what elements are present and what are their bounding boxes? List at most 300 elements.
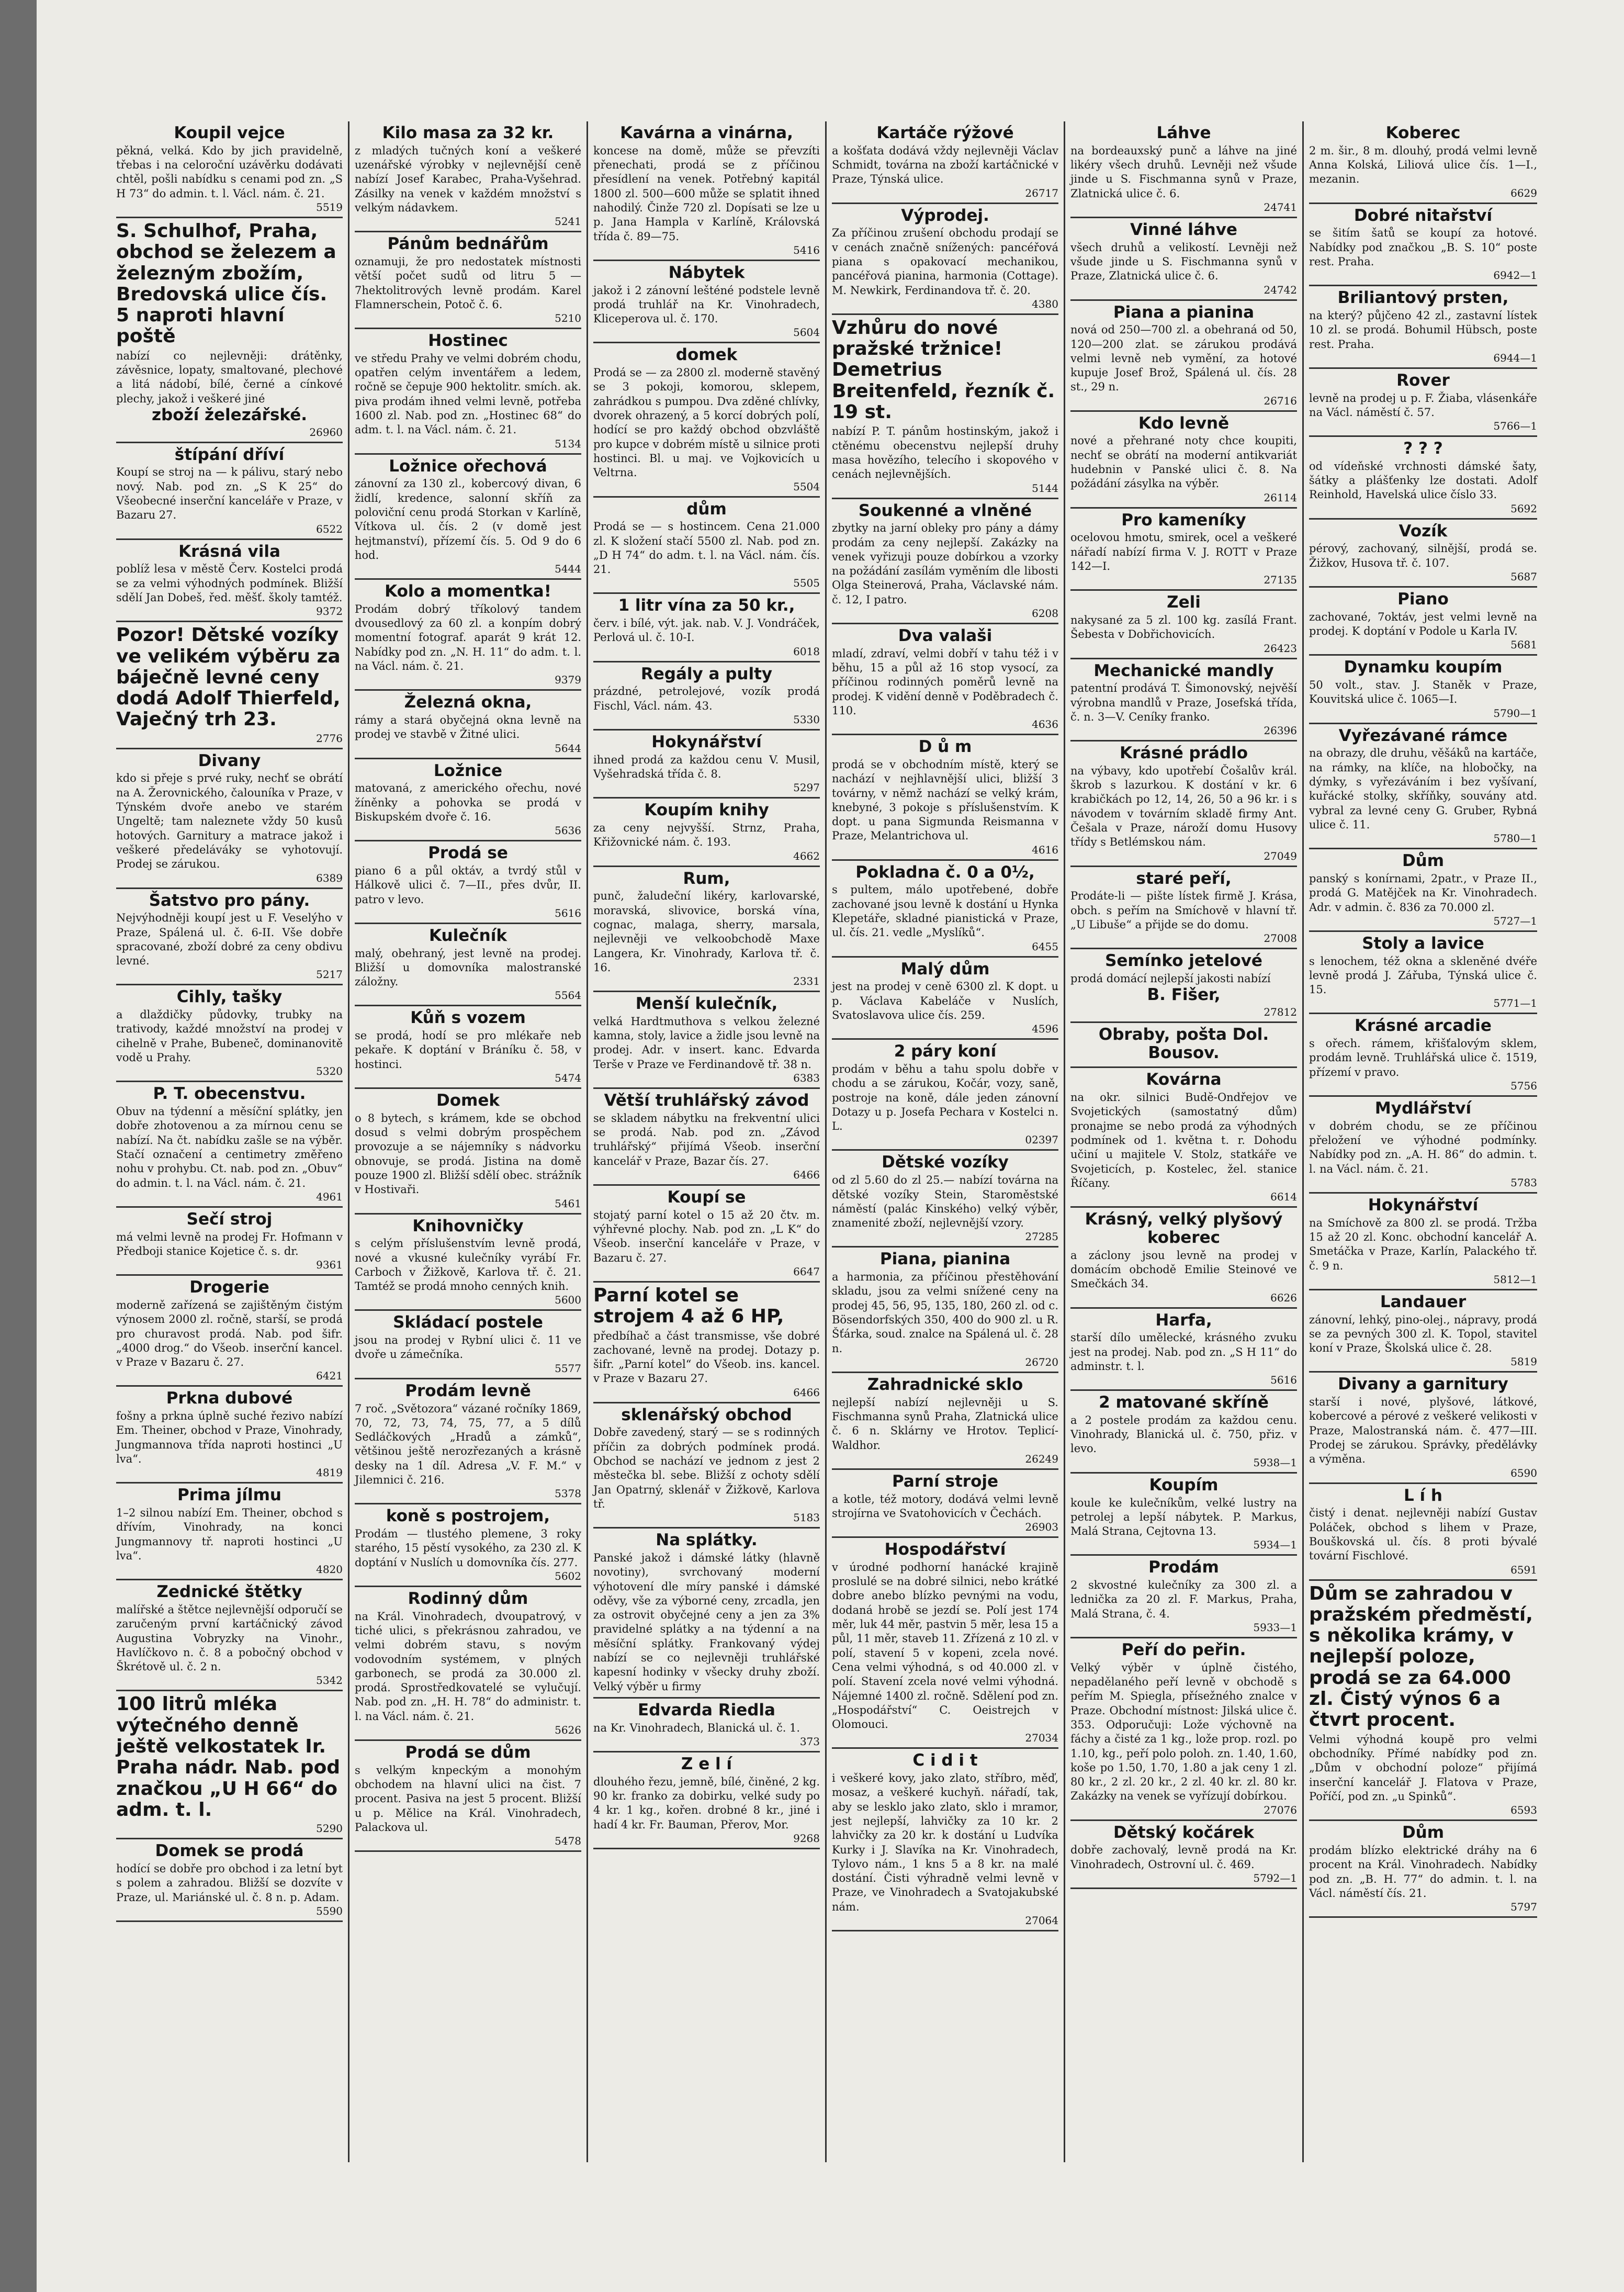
ad-title: Piana, pianina bbox=[879, 1250, 1011, 1269]
classified-ad bbox=[832, 204, 1058, 315]
ad-text: koule ke kulečníkům, velké lustry na petrolej a lepší nábytek. P. Markus, Malá Strana, Cejtovna 13. bbox=[1070, 1496, 1297, 1538]
ad-text: má velmi levně na prodej Fr. Hofmann v Předboji stanice Kojetice č. s. dr. bbox=[116, 1230, 343, 1257]
ad-title: Domek bbox=[436, 1091, 500, 1110]
ad-text: se skladem nábytku na frekventní ulici se prodá. Nab. pod zn. „Závod truhlářský“ přijímá Všeob. inserční kancelář v Praze, Bazar čís. 27. bbox=[593, 1111, 820, 1167]
ad-title: Obraby, pošta Dol. Bousov. bbox=[1098, 1025, 1269, 1062]
ad-text: a košťata dodává vždy nejlevněji Václav Schmidt, továrna na zboží kartáčnické v Praze, Týnská ulice. bbox=[832, 144, 1058, 186]
ad-text: nabízí co nejlevněji: drátěnky, závěsnice, lopaty, smaltované, plechové a litá nádobí, bílé, černé a cínkové plechy, jakož i veškeré jiné bbox=[116, 349, 343, 405]
ad-title: 1 litr vína za 50 kr., bbox=[618, 596, 795, 615]
classified-ad bbox=[1309, 437, 1537, 520]
ad-title: Dětský kočárek bbox=[1113, 1823, 1254, 1842]
ad-title: Dva valaši bbox=[898, 626, 993, 646]
ad-number: 5210 bbox=[555, 312, 581, 325]
ad-title: Prodám levně bbox=[405, 1381, 531, 1400]
ad-number: 5938—1 bbox=[1253, 1456, 1297, 1469]
ad-number: 24742 bbox=[1264, 283, 1297, 296]
classified-ad bbox=[1070, 1208, 1297, 1308]
ad-number: 5290 bbox=[316, 1822, 343, 1835]
ad-title: sklenářský obchod bbox=[621, 1405, 792, 1424]
ad-number: 5756 bbox=[1510, 1080, 1537, 1093]
ad-title: Kůň s vozem bbox=[410, 1008, 526, 1028]
classified-ad bbox=[1309, 1373, 1537, 1484]
classified-ad bbox=[116, 1580, 343, 1691]
ad-number: 9372 bbox=[316, 605, 343, 618]
classified-ad bbox=[116, 443, 343, 540]
ad-text: prodám blízko elektrické dráhy na 6 procent na Král. Vinohradech. Nabídky pod zn. „B. H. 77“ do admin. t. l. na Václ. náměstí čís. 21. bbox=[1309, 1844, 1537, 1900]
ad-number: 5519 bbox=[316, 200, 343, 214]
classified-ad bbox=[355, 924, 581, 1007]
ad-title: Hokynářství bbox=[1368, 1195, 1479, 1215]
ad-text: i veškeré kovy, jako zlato, stříbro, měď, mosaz, a veškeré kuchyň. nářadí, tak, aby se lesklo jako zlato, sklo i mramor, jest nejlepší, lahvičky za 10 kr. 2 lahvičky za 20 kr. k dostání u Ludvíka Kurky i J. Slavíka na Kr. Vinohradech, Tylovo nám., 1 kns 5 a 8 kr. na malé dostání. Čisti výhradně velmi levně v Praze, ve Vinohradech a Svatojakubské nám. bbox=[832, 1772, 1058, 1913]
ad-number: 6591 bbox=[1510, 1563, 1537, 1576]
classified-ad bbox=[116, 218, 343, 443]
ad-text: a záclony jsou levně na prodej v domácím obchodě Emilie Steinové ve Smečkách 34. bbox=[1070, 1249, 1297, 1290]
ad-text: ve středu Prahy ve velmi dobrém chodu, opatřen celým inventářem a ledem, ročně se čepuje 900 hektolitr. smích. ak. piva prodám ihned velmi levně, potřeba 1600 zl. Nab. pod zn. „Hostinec 68“ do adm. t. l. na Václ. nám. č. 21. bbox=[355, 352, 581, 436]
classified-ad bbox=[355, 1379, 581, 1505]
ad-number: 27812 bbox=[1264, 1006, 1297, 1018]
column-5 bbox=[1065, 121, 1304, 2162]
classified-ad bbox=[355, 1089, 581, 1215]
ad-number: 5577 bbox=[555, 1362, 581, 1375]
classified-ad bbox=[116, 1387, 343, 1484]
ad-number: 5602 bbox=[555, 1569, 581, 1582]
ad-text: jest na prodej v ceně 6300 zl. K dopt. u p. Václava Kabeláče v Nuslích, Svatoslavova ulice čís. 259. bbox=[832, 980, 1058, 1021]
classified-ad bbox=[355, 232, 581, 329]
ad-text: Koupí se stroj na — k pálivu, starý nebo nový. Nab. pod zn. „S K 25“ do Všeobecné inserční kanceláře v Praze, v Bazaru 27. bbox=[116, 466, 343, 522]
ad-text: a dlaždičky půdovky, trubky na trativody, každé množství na prodej v cihelně v Prahe, Bubeneč, dominanovitě vodě u Prahy. bbox=[116, 1008, 343, 1064]
ad-title: Kartáče rýžové bbox=[876, 123, 1014, 142]
ad-title: Pánům bednářům bbox=[387, 234, 549, 254]
ad-text: na který? půjčeno 42 zl., zastavní lístek 10 zl. se prodá. Bohumil Hübsch, poste rest. Praha. bbox=[1309, 309, 1537, 351]
ad-text: a 2 postele prodám za každou cenu. Vinohrady, Blanická ul. č. 750, přiz. v levo. bbox=[1070, 1413, 1297, 1455]
classified-ad bbox=[1070, 412, 1297, 509]
ad-text: červ. i bílé, výt. jak. nab. V. J. Vondráček, Perlová ul. č. 10-I. bbox=[593, 617, 820, 644]
ad-number: 5644 bbox=[555, 741, 581, 755]
ad-title: Vozík bbox=[1399, 521, 1448, 541]
ad-number: 5217 bbox=[316, 968, 343, 981]
ad-text: na bordeauxský punč a láhve na jiné likéry všech druhů. Levněji než všude jinde u S. Fischmanna synů v Praze, Zlatnická ulice č. 6. bbox=[1070, 144, 1297, 200]
ad-text: 1–2 silnou nabízí Em. Theiner, obchod s dřívím, Vinohrady, na konci Jungmannovy tř. naproti hostinci „U lva“. bbox=[116, 1507, 343, 1562]
classified-ad bbox=[116, 121, 343, 218]
classified-ad bbox=[1070, 1391, 1297, 1474]
ad-text: Velký výběr v úplně čistého, nepadělaného peří levně v obchodě s peřím M. Spiegla, přísežného znalce v Praze. Obchodní místnost: Jilská ulice č. 353. Odporučuji: Lože výchovně na fáchy a čisté za 1 kg., lože prop. rozl. po 1.10, kg., peří polo poloh. zn. 1.40, 1.60, koše po 1.50, 1.70, 1.80 a jak ceny 1 zl. 80 kr., 2 zl. 20 kr., 2 zl. 40 kr. zl. 80 kr. Zakázky na venek se vyřízují dobírkou. bbox=[1070, 1661, 1297, 1803]
ad-text: zánovní za 130 zl., kobercový divan, 6 židlí, kredence, salonní skříň za poloviční cenu prodá Storkan v Karlíně, Vítkova ul. čís. 2 (v domě jest hejtmanství), přízemí čís. 5. Od 9 do 6 hod. bbox=[355, 477, 581, 561]
classified-ad bbox=[1309, 369, 1537, 437]
ad-number: 4596 bbox=[1032, 1023, 1058, 1036]
classified-ad bbox=[832, 624, 1058, 735]
ad-text: 50 volt., stav. J. Staněk v Praze, Kouvitská ulice č. 1065—I. bbox=[1309, 679, 1537, 706]
ad-title: Zahradnické sklo bbox=[867, 1375, 1023, 1394]
ad-title: dům bbox=[686, 499, 727, 519]
ad-text: stojatý parní kotel o 15 až 20 čtv. m. výhřevné plochy. Nab. pod zn. „L K“ do Všeob. inserční kanceláře v Praze, v Bazaru č. 27. bbox=[593, 1208, 820, 1264]
classified-ad bbox=[116, 1484, 343, 1580]
ad-title: P. T. obecenstvu. bbox=[153, 1084, 306, 1104]
classified-ad bbox=[593, 1283, 820, 1403]
ad-title: Koupí se bbox=[667, 1187, 746, 1207]
ad-title: Dům bbox=[1402, 851, 1445, 871]
ad-number: 2331 bbox=[793, 975, 820, 988]
ad-number: 6647 bbox=[793, 1265, 820, 1278]
classified-ad bbox=[1309, 1581, 1537, 1822]
ad-number: 26903 bbox=[1025, 1521, 1058, 1534]
ad-number: 5144 bbox=[1032, 481, 1058, 495]
ad-text: s lenochem, též okna a skleněné dvéře levně prodá J. Zářuba, Týnská ulice č. 15. bbox=[1309, 954, 1537, 996]
ad-title: Vzhůru do nové pražské tržnice! Demetrius Breitenfeld, řezník č. 19 st. bbox=[832, 317, 1055, 423]
ad-text: ihned prodá za každou cenu V. Musil, Vyšehradská třída č. 8. bbox=[593, 753, 820, 781]
classified-ad bbox=[116, 749, 343, 889]
ad-number: 4636 bbox=[1032, 718, 1058, 731]
classified-ad bbox=[1070, 218, 1297, 301]
ad-title: 100 litrů mléka výtečného denně ještě velkostatek Ir. Praha nádr. Nab. pod značkou „U H 66“ do adm. t. l. bbox=[116, 1693, 341, 1821]
ad-text: pěkná, velká. Kdo by jich pravidelně, třebas i na celoroční uzávěrku dodávati chtěl, pošli nabídku s cenami pod zn. „S H 73“ do admin. t. l. Václ. nám. č. 21. bbox=[116, 144, 343, 200]
ad-title: Šatstvo pro pány. bbox=[149, 891, 310, 910]
ad-text: Obuv na týdenní a měsíční splátky, jen dobře zhotovenou a za mírnou cenu se nabízí. Na čt. nabídku zašle se na výběr. Stačí označení a centimetry změřeno nohu v prohybu. Ct. nab. pod zn. „Obuv“ do admin. t. l. na Václ. nám. č. 21. bbox=[116, 1105, 343, 1189]
ad-text: poblíž lesa v městě Červ. Kostelci prodá se za velmi výhodných podmínek. Bližší sdělí Jan Dobeš, řed. měšť. školy tamtéž. bbox=[116, 563, 343, 604]
ad-title: Peří do peřin. bbox=[1121, 1641, 1246, 1659]
ad-text: prázdné, petrolejové, vozík prodá Fischl, Václ. nám. 43. bbox=[593, 685, 820, 712]
ad-text: Prodá se — za 2800 zl. moderně stavěný se 3 pokoji, komorou, sklepem, zahrádkou s pumpou. Dva zděné chlívky, dvorek ohrazený, a 5 korcí dobrých polí, hodící se pro každý obchod obzvláště pro kupce v dobrém místě u silnice proti hostinci. Bl. u maj. ve Vojkovicích u Veltrna. bbox=[593, 366, 820, 479]
ad-number: 26423 bbox=[1264, 642, 1297, 655]
ad-text: patentní prodává T. Šimonovský, nejvěší výrobna mandlů v Praze, Josefská třída, č. n. 3—V. Ceníky franko. bbox=[1070, 682, 1297, 723]
classified-ad bbox=[1309, 121, 1537, 204]
ad-title: Koberec bbox=[1385, 123, 1461, 142]
ad-text: piano 6 a půl oktáv, a tvrdý stůl v Hálkově ulici č. 7—II., přes dvůr, II. patro v levo. bbox=[355, 864, 581, 906]
ad-title: ? ? ? bbox=[1403, 439, 1443, 458]
ad-title: Vyřezávané rámce bbox=[1338, 726, 1508, 745]
ad-text: Velmi výhodná koupě pro velmi obchodníky. Přímé nabídky pod zn. „Dům v obchodní poloze“ přijímá inserční kancelář J. Flatova v Praze, Poříčí, pod zn. „u Spinků“. bbox=[1309, 1733, 1537, 1803]
column-1 bbox=[111, 121, 349, 2162]
ad-title: Parní kotel se strojem 4 až 6 HP, bbox=[593, 1284, 784, 1328]
classified-ad bbox=[1309, 1484, 1537, 1581]
ad-number: 6614 bbox=[1270, 1190, 1297, 1204]
ad-text: oznamuji, že pro nedostatek místnosti větší počet sudů od litru 5 — 7hektolitrových levně prodám. Karel Flamnerschein, Potoč č. 6. bbox=[355, 255, 581, 311]
classified-ad bbox=[355, 759, 581, 842]
ad-number: 5474 bbox=[555, 1072, 581, 1085]
classified-ad bbox=[832, 1538, 1058, 1749]
ad-number: 5790—1 bbox=[1493, 706, 1537, 720]
ad-number: 5134 bbox=[555, 437, 581, 450]
classified-ad bbox=[1070, 1638, 1297, 1821]
ad-title: Pokladna č. 0 a 0½, bbox=[855, 862, 1035, 882]
classified-ad bbox=[1070, 1821, 1297, 1889]
ad-title: Na splátky. bbox=[656, 1531, 758, 1550]
ad-title: Hokynářství bbox=[651, 733, 762, 752]
classified-ad bbox=[1070, 121, 1297, 218]
ad-title: Kolo a momentka! bbox=[385, 582, 551, 601]
ad-text: nakysané za 5 zl. 100 kg. zasílá Frant. Šebesta v Dobřichovicích. bbox=[1070, 613, 1297, 641]
ad-text: levně na prodej u p. F. Žiaba, vlásenkáře na Václ. náměstí č. 57. bbox=[1309, 391, 1537, 419]
ad-text: mladí, zdraví, velmi dobří v tahu též i v běhu, 15 a půl až 16 stop vysocí, za příčinou rodinných poměrů levně na prodej. K vidění denně v Poděbradech č. 110. bbox=[832, 647, 1058, 717]
ad-text: pérový, zachovaný, silnější, prodá se. Žižkov, Husova tř. č. 107. bbox=[1309, 542, 1537, 569]
classified-ad bbox=[593, 799, 820, 867]
classified-ad bbox=[116, 1208, 343, 1276]
ad-title: C i d i t bbox=[912, 1751, 978, 1770]
ad-title: Pro kameníky bbox=[1121, 510, 1246, 530]
classified-ad bbox=[593, 1403, 820, 1529]
ad-text: starší dílo umělecké, krásného zvuku jest na prodej. Nab. pod zn. „S H 11“ do adminstr. t. l. bbox=[1070, 1331, 1297, 1373]
classified-ad bbox=[355, 121, 581, 232]
column-6 bbox=[1304, 121, 1542, 2162]
ad-text: se prodá, hodí se pro mlékaře neb pekaře. K doptání v Bráníku č. 58, v hostinci. bbox=[355, 1029, 581, 1071]
ad-text: 2 skvostné kulečníky za 300 zl. a lednička za 20 zl. F. Markus, Praha, Malá Strana, č. 4. bbox=[1070, 1579, 1297, 1620]
classified-ad bbox=[1070, 591, 1297, 659]
classified-ad bbox=[355, 1311, 581, 1379]
ad-title: Rover bbox=[1396, 370, 1450, 390]
ad-title: Koupím bbox=[1149, 1475, 1219, 1495]
ad-number: 27076 bbox=[1264, 1803, 1297, 1816]
ad-text: malý, obehraný, jest levně na prodej. Bližší u domovníka malostranské záložny. bbox=[355, 947, 581, 988]
classified-ad bbox=[1309, 1821, 1537, 1918]
classified-ad bbox=[355, 841, 581, 924]
ad-title: Ložnice bbox=[433, 761, 503, 780]
classified-ad bbox=[355, 1504, 581, 1587]
ad-number: 5504 bbox=[793, 480, 820, 493]
ad-title: Rum, bbox=[683, 869, 730, 888]
ad-number: 5478 bbox=[555, 1835, 581, 1848]
classified-ad bbox=[1070, 949, 1297, 1023]
ad-number: 5616 bbox=[1270, 1374, 1297, 1387]
ad-text: zachované, 7oktáv, jest velmi levně na prodej. K doptání v Podole u Karla IV. bbox=[1309, 610, 1537, 638]
ad-text: ocelovou hmotu, smirek, ocel a veškeré nářadí nabízí firma V. J. ROTT v Praze 142—I. bbox=[1070, 531, 1297, 572]
ad-title: S. Schulhof, Praha, obchod se železem a železným zbožím, Bredovská ulice čís. 5 naproti hlavní poště bbox=[116, 220, 336, 347]
ad-number: 6455 bbox=[1032, 940, 1058, 953]
ad-title: D ů m bbox=[918, 737, 972, 757]
ad-title: Briliantový prsten, bbox=[1337, 288, 1509, 308]
classified-ad bbox=[832, 1151, 1058, 1248]
ad-number: 4961 bbox=[316, 1190, 343, 1203]
ad-title: Zeli bbox=[1167, 593, 1201, 612]
classified-ad bbox=[832, 1040, 1058, 1151]
ad-title: Dobré nitařství bbox=[1354, 206, 1493, 225]
ad-text: jsou na prodej v Rybní ulici č. 11 ve dvoře u zámečníka. bbox=[355, 1334, 581, 1361]
ad-title: štípání dříví bbox=[174, 445, 285, 464]
ad-text: se šitím šatů se koupí za hotové. Nabídky pod značkou „B. S. 10“ poste rest. Praha. bbox=[1309, 227, 1537, 268]
ad-title: Edvarda Riedla bbox=[638, 1700, 775, 1720]
ad-title: Divany bbox=[198, 751, 261, 770]
classified-ad bbox=[1070, 659, 1297, 742]
ad-number: 6208 bbox=[1032, 607, 1058, 620]
ad-text: koncese na domě, může se převzíti přenechati, prodá se z příčinou přesídlení na venek. Potřebný kapitál 1800 zl. 500—600 může se splatit ihned nahodilý. Činže 720 zl. Dopísati se lze u p. Jana Hampla v Karlíně, Královská třída č. 89—75. bbox=[593, 144, 820, 243]
ad-number: 6626 bbox=[1270, 1291, 1297, 1304]
ad-number: 6466 bbox=[793, 1168, 820, 1181]
ad-title: Malý dům bbox=[900, 959, 990, 979]
classified-ad bbox=[593, 594, 820, 662]
ad-text: fošny a prkna úplně suché řezivo nabízí Em. Theiner, obchod v Praze, Vinohrady, Jungmannova třída naproti hostinci „U lva“. bbox=[116, 1410, 343, 1465]
ad-tail: zboží železářské. bbox=[152, 405, 307, 424]
ad-title: Rodinný dům bbox=[408, 1589, 528, 1608]
ad-title: 2 matované skříně bbox=[1099, 1393, 1269, 1412]
classified-ad bbox=[593, 498, 820, 594]
classified-ad bbox=[593, 731, 820, 799]
classified-ad bbox=[355, 1215, 581, 1311]
ad-title: Prodám bbox=[1148, 1558, 1219, 1577]
classified-ad bbox=[116, 1691, 343, 1839]
ad-title: Pozor! Dětské vozíky ve velikém výběru za báječně levné ceny dodá Adolf Thierfeld, Vaječný trh 23. bbox=[116, 624, 341, 731]
ad-title: Parní stroje bbox=[892, 1471, 999, 1491]
classified-ad bbox=[1309, 1290, 1537, 1373]
ad-text: punč, žaludeční likéry, karlovarské, moravská, slivovice, borská vína, cognac, malaga, sherry, marsala, nejlevněji ve velkoobchodě Maxe Langera, Kr. Vinohrady, Karlova tř. č. 16. bbox=[593, 890, 820, 974]
ad-number: 6018 bbox=[793, 645, 820, 658]
ad-title: Krásný, velký plyšový koberec bbox=[1085, 1210, 1283, 1247]
classified-ad bbox=[593, 121, 820, 261]
ad-number: 5766—1 bbox=[1493, 420, 1537, 433]
ad-number: 5616 bbox=[555, 906, 581, 919]
ad-text: na Kr. Vinohradech, Blanická ul. č. 1. bbox=[593, 1721, 800, 1734]
ad-number: 5461 bbox=[555, 1197, 581, 1210]
ad-number: 5812—1 bbox=[1493, 1273, 1537, 1286]
ad-number: 5636 bbox=[555, 824, 581, 837]
ad-text: starší i nové, plyšové, látkové, kobercové a pérové z veškeré velikosti v Praze, Malostranská nám. č. 477—III. Prodej se zárukou. Správky, předělávky a výměna. bbox=[1309, 1396, 1537, 1466]
ad-number: 4819 bbox=[316, 1466, 343, 1479]
ad-text: zbytky na jarní obleky pro pány a dámy prodám za ceny nejlepší. Zakázky na venek vyřizuji pouze dobírkou a vzorky na požádání zasílám vyměním dle libosti Olga Steinerová, Praha, Václavské nám. č. 12, I patro. bbox=[832, 522, 1058, 606]
ad-text: Panské jakož i dámské látky (hlavně novotiny), svrchovaný moderní výhotovení dle míry panské i dámské oděvy, vše za výborné ceny, zrcadla, jen za ostrovit obyčejné ceny a jen za 3% pravidelné splátky a na týdenní a na měsíční splátky. Frankovaný výdej nabízí se co nejlevněji truhlářské kapesní hodinky v všecky druhy zboží. Velký výběr u firmy bbox=[593, 1551, 820, 1693]
ad-text: prodá se v obchodním místě, který se nachází v nejhlavnější ulici, bližší 3 továrny, v němž nachází se velký krám, knebyné, 3 pokoje s příslušenstvím. K dopt. u pana Sigmunda Reismanna v Praze, Melantrichova ul. bbox=[832, 758, 1058, 842]
ad-number: 6389 bbox=[316, 871, 343, 884]
ad-number: 26249 bbox=[1025, 1452, 1058, 1465]
ad-number: 5687 bbox=[1510, 570, 1537, 583]
ad-number: 6944—1 bbox=[1493, 351, 1537, 364]
classified-ad bbox=[116, 540, 343, 623]
ad-text: velká Hardtmuthova s velkou železné kamna, stoly, lavice a židle jsou levně na prodej. Adr. v insert. kanc. Edvarda Terše v Praze ve Ferdinandově tř. 38 n. bbox=[593, 1015, 820, 1071]
ad-number: 5444 bbox=[555, 563, 581, 576]
ad-text: matovaná, z amerického ořechu, nové žíněnky a pohovka se prodá v Biskupském dvoře č. 16. bbox=[355, 782, 581, 823]
classified-ad bbox=[355, 329, 581, 455]
ad-title: koně s postrojem, bbox=[386, 1507, 550, 1526]
ad-number: 6629 bbox=[1510, 186, 1537, 199]
classified-ad bbox=[593, 662, 820, 731]
ad-number: 5600 bbox=[555, 1294, 581, 1307]
ad-number: 5819 bbox=[1510, 1355, 1537, 1368]
ad-number: 5792—1 bbox=[1253, 1872, 1297, 1884]
ad-number: 27034 bbox=[1025, 1732, 1058, 1745]
ad-title: Krásná vila bbox=[178, 542, 280, 561]
column-2 bbox=[349, 121, 588, 2162]
ad-number: 6593 bbox=[1510, 1804, 1537, 1817]
ad-text: Prodám — tlustého plemene, 3 roky starého, 15 pěstí vysokého, za 230 zl. K doptání v Nuslích u domovníka čís. 277. bbox=[355, 1527, 581, 1569]
classified-columns bbox=[111, 121, 1544, 2162]
ad-number: 2776 bbox=[316, 732, 343, 745]
ad-number: 24741 bbox=[1264, 200, 1297, 214]
ad-title: Dětské vozíky bbox=[882, 1153, 1009, 1172]
ad-title: Piana a pianina bbox=[1113, 302, 1255, 322]
ad-text: Prodáte-li — pište lístek firmě J. Krása, obch. s peřím na Smíchově v hlavní tř. „U Libuše“ a přijde se do domu. bbox=[1070, 890, 1297, 931]
classified-ad bbox=[1070, 1023, 1297, 1068]
ad-number: 5780—1 bbox=[1493, 832, 1537, 845]
ad-number: 5934—1 bbox=[1253, 1538, 1297, 1552]
ad-number: 5771—1 bbox=[1493, 997, 1537, 1010]
ad-title: Kilo masa za 32 kr. bbox=[382, 123, 554, 142]
classified-ad bbox=[1309, 286, 1537, 369]
ad-text: kdo si přeje s prvé ruky, nechť se obrátí na A. Žerovnického, čalouníka v Praze, v Týnském dvoře anebo ve starém Ungeltě; tam naleznete vždy 50 kusů hotových. Garnitury a matrace jakož i veškeré předeláváky se vyhotovují. Prodej se zárukou. bbox=[116, 772, 343, 871]
classified-ad bbox=[593, 1529, 820, 1699]
ad-number: 5330 bbox=[793, 713, 820, 726]
ad-text: zánovní, lehký, pino-olej., nápravy, prodá se za pevných 300 zl. K. Topol, stavitel koní v Praze, Školská ulice č. 28. bbox=[1309, 1313, 1537, 1355]
classified-ad bbox=[1309, 1194, 1537, 1290]
ad-number: 4820 bbox=[316, 1563, 343, 1576]
classified-ad bbox=[593, 1699, 820, 1752]
ad-text: prodá domácí nejlepší jakosti nabízí bbox=[1070, 972, 1271, 985]
ad-number: 5320 bbox=[316, 1065, 343, 1078]
ad-number: 27285 bbox=[1025, 1230, 1058, 1243]
ad-number: 9379 bbox=[555, 673, 581, 687]
ad-number: 26396 bbox=[1264, 724, 1297, 737]
ad-text: malířské a štětce nejlevnější odporučí se zaručeným první kartáčnický závod Augustina Vobryzky na Vinohr., Havlíčkovo n. č. 8 a pobočný obchod v Škrétově ul. č. 2 n. bbox=[116, 1603, 343, 1673]
ad-text: Za příčinou zrušení obchodu prodají se v cenách značně snížených: pancéřová piana s opakovací mechanikou, pancéřová pianina, harmonia (Cottage). M. Newkirk, Ferdinandova tř. č. 20. bbox=[832, 227, 1058, 297]
ad-title: 2 páry koní bbox=[894, 1042, 997, 1061]
ad-title: Prodá se bbox=[428, 844, 508, 863]
classified-ad bbox=[832, 315, 1058, 499]
ad-title: Semínko jetelové bbox=[1105, 951, 1262, 971]
ad-number: 373 bbox=[799, 1735, 820, 1748]
ad-title: Dům se zahradou v pražském předměstí, s několika krámy, v nejlepší poloze, prodá se za 64.000 zl. Čistý výnos 6 a čtvrt procent. bbox=[1309, 1582, 1533, 1731]
ad-text: a harmonia, za příčinou přestěhování skladu, jsou za velmi snížené ceny na prodej 45, 56, 95, 135, 180, 260 zl. od c. Bösendorfských 350, 400 do 900 zl. u R. Šťárka, soud. znalce na Spálená ul. č. 28 n. bbox=[832, 1271, 1058, 1355]
ad-number: 5783 bbox=[1510, 1176, 1537, 1189]
ad-number: 27064 bbox=[1025, 1914, 1058, 1927]
ad-title: Kdo levně bbox=[1138, 413, 1230, 433]
ad-title: Krásné arcadie bbox=[1355, 1016, 1492, 1036]
ad-number: 6590 bbox=[1510, 1466, 1537, 1479]
ad-title: Knihovničky bbox=[412, 1216, 524, 1235]
classified-ad bbox=[1309, 520, 1537, 588]
ad-title: Kovárna bbox=[1146, 1070, 1222, 1089]
ad-number: 5692 bbox=[1510, 502, 1537, 515]
ad-number: 26716 bbox=[1264, 394, 1297, 407]
ad-text: s ořech. rámem, křišťalovým sklem, prodám levně. Truhlářská ulice č. 1519, přízemí v pravo. bbox=[1309, 1037, 1537, 1078]
ad-title: Soukenné a vlněné bbox=[858, 501, 1032, 520]
classified-ad bbox=[593, 992, 820, 1089]
ad-text: Dobře zavedený, starý — se s rodinných příčin za dobrých podmínek prodá. Obchod se nachází ve jednom z jest 2 městečka bl. sebe. Bližší z ochoty sdělí Jan Opatrný, sklenář v Žižkově, Karlova tř. bbox=[593, 1426, 820, 1510]
ad-title: Landauer bbox=[1380, 1292, 1467, 1311]
ad-number: 4616 bbox=[1032, 843, 1058, 856]
ad-title: Divany a garnitury bbox=[1338, 1375, 1508, 1394]
classified-ad bbox=[1070, 1556, 1297, 1638]
classified-ad bbox=[1309, 724, 1537, 850]
ad-title: Kavárna a vinárna, bbox=[620, 123, 793, 142]
classified-ad bbox=[116, 1276, 343, 1387]
ad-title: staré peří, bbox=[1136, 869, 1232, 888]
ad-text: všech druhů a velikostí. Levněji než všude jinde u S. Fischmanna synů v Praze, Zlatnická ulice č. 6. bbox=[1070, 241, 1297, 283]
column-3 bbox=[588, 121, 827, 2162]
ad-text: dlouhého řezu, jemně, bílé, činěné, 2 kg. 90 kr. franko za dobirku, velké sudy po 4 kr. 1 kg., kořen. drobné 8 kr., jiné i hadí 4 kr. Fr. Bauman, Přerov, Mor. bbox=[593, 1775, 820, 1831]
classified-ad bbox=[1309, 588, 1537, 656]
ad-title: Mydlářství bbox=[1374, 1099, 1472, 1118]
ad-text: 2 m. šir., 8 m. dlouhý, prodá velmi levně Anna Kolská, Liliová ulice čís. 1—I., mezanin. bbox=[1309, 144, 1537, 186]
ad-title: Stoly a lavice bbox=[1362, 934, 1484, 953]
ad-text: rámy a stará obyčejná okna levně na prodej ve stavbě v Žitné ulici. bbox=[355, 714, 581, 741]
classified-ad bbox=[832, 1248, 1058, 1373]
ad-text: Nejvýhodněji koupí jest u F. Veselýho v Praze, Spálená ul. č. 6-II. Vše dobře spracované, zboží dobré za ceny obdivu levné. bbox=[116, 912, 343, 968]
classified-ad bbox=[832, 1749, 1058, 1931]
ad-title: Nábytek bbox=[668, 263, 745, 282]
ad-number: 9268 bbox=[793, 1832, 820, 1845]
ad-text: na Smíchově za 800 zl. se prodá. Tržba 15 až 20 zl. Konc. obchodní kancelář A. Smetáčka v Praze, Karlín, Palackého tř. č. 9 n. bbox=[1309, 1216, 1537, 1272]
classified-ad bbox=[1070, 741, 1297, 867]
ad-title: Mechanické mandly bbox=[1093, 661, 1274, 680]
ad-tail: B. Fišer, bbox=[1147, 985, 1221, 1005]
ad-title: Sečí stroj bbox=[186, 1209, 273, 1229]
ad-text: s velkým knpeckým a monohým obchodem na hlavní ulici na čist. 7 procent. Pasiva na jest 5 procent. Bližší u p. Mělice na Král. Vinohradech, Palackova ul. bbox=[355, 1763, 581, 1834]
ad-number: 6383 bbox=[793, 1072, 820, 1085]
ad-title: domek bbox=[675, 345, 738, 365]
classified-ad bbox=[832, 1470, 1058, 1538]
classified-ad bbox=[593, 261, 820, 344]
ad-text: čistý i denat. nejlevněji nabízí Gustav Poláček, obchod s lihem v Praze, Bouškovská ul. čís. 8 proti bývalé tovární Fischlové. bbox=[1309, 1507, 1537, 1563]
classified-ad bbox=[116, 889, 343, 986]
ad-number: 5416 bbox=[793, 243, 820, 256]
ad-text: Prodá se — s hostincem. Cena 21.000 zl. K složení stačí 5500 zl. Nab. pod zn. „D H 74“ do adm. t. l. na Václ. nám. čís. 21. bbox=[593, 520, 820, 576]
ad-number: 26720 bbox=[1025, 1355, 1058, 1368]
ad-text: na obrazy, dle druhu, věšáků na kartáče, na rámky, na klíče, na hlobočky, na dýmky, s vyřezáváním i bez vyšívaní, kuřácké stolky, skříňky, souvány atd. vybral za levné ceny G. Gruber, Rybná ulice č. 11. bbox=[1309, 747, 1537, 831]
